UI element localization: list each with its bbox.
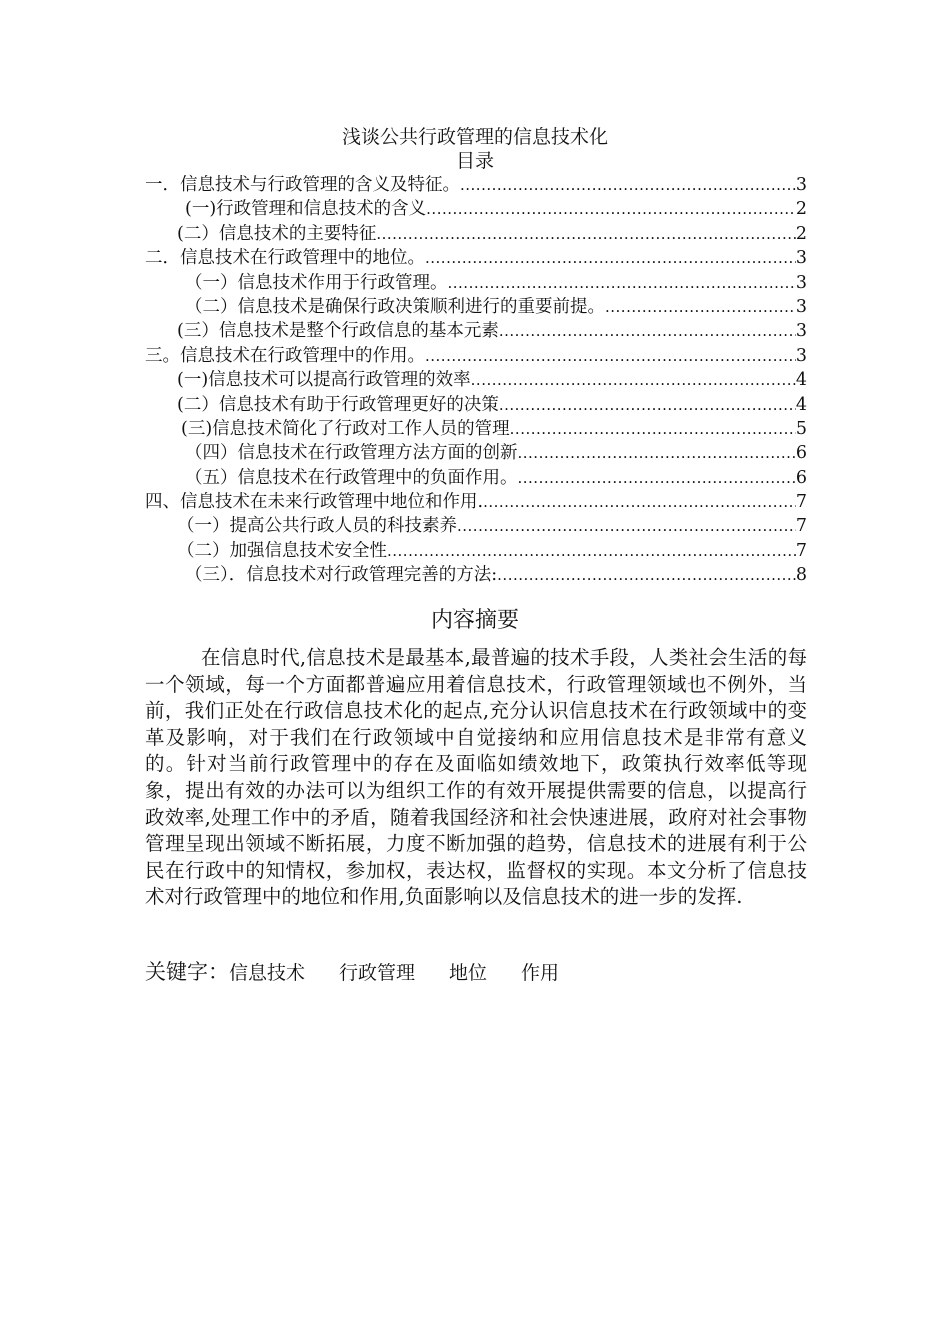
toc-entry-text: (二）信息技术有助于行政管理更好的决策 [177, 394, 499, 415]
toc-dot-leader [448, 271, 796, 295]
toc-entry-text: (一)信息技术可以提高行政管理的效率 [177, 370, 471, 391]
keywords-list [229, 962, 593, 984]
toc-page-number: 7 [795, 516, 807, 537]
abstract-paragraph: 在信息时代,信息技术是最基本,最普遍的技术手段，人类社会生活的每一个领域，每一个方面都普遍应用着信息技术，行政管理领域也不例外，当前，我们正处在行政信息技术化的起点,充分认识信息技术在行政领域中的变革及影响，对于我们在行政领域中自觉接纳和应用信息技术是非常有意义的。针对当前行政管理中的存在及面临如绩效地下，政策执行效率低等现象，提出有效的办法可以为组织工作的有效开展提供需要的信息，以提高行政效率,处理工作中的矛盾，随着我国经济和社会快速进展，政府对社会事物管理呈现出领域不断拓展，力度不断加强的趋势，信息技术的进展有利于公民在行政中的知情权，参加权，表达权，监督权的实现。本文分析了信息技术对行政管理中的地位和作用,负面影响以及信息技术的进一步的发挥. [145, 646, 807, 909]
toc-page-number: 2 [795, 199, 807, 220]
toc-page-number: 3 [795, 248, 807, 269]
toc-page-number: 2 [795, 223, 807, 244]
toc-page-number: 3 [795, 321, 807, 342]
toc-dot-leader [425, 344, 796, 368]
toc-page-number: 6 [795, 467, 807, 488]
toc-entry-text: （五）信息技术在行政管理中的负面作用。 [185, 467, 518, 488]
toc-entry [145, 490, 807, 514]
toc-dot-leader [518, 466, 796, 490]
toc-dot-leader [497, 563, 796, 587]
toc-entry-text: （四）信息技术在行政管理方法方面的创新 [185, 443, 518, 464]
toc-entry-text: （一）提高公共行政人员的科技素养 [177, 516, 457, 537]
table-of-contents [145, 173, 807, 588]
toc-heading: 目录 [455, 150, 494, 172]
keyword: 地位 [449, 962, 488, 984]
toc-entry-text: 二．信息技术在行政管理中的地位。 [145, 248, 425, 269]
toc-dot-leader [510, 417, 796, 441]
toc-page-number: 7 [795, 540, 807, 561]
toc-page-number: 6 [795, 443, 807, 464]
toc-entry [145, 344, 807, 368]
toc-dot-leader [376, 222, 796, 246]
toc-dot-leader [518, 441, 796, 465]
toc-page-number: 4 [795, 394, 807, 415]
toc-entry [145, 441, 807, 465]
toc-page-number: 3 [795, 296, 807, 317]
keyword: 信息技术 [229, 962, 306, 984]
toc-dot-leader [499, 319, 796, 343]
toc-entry [145, 368, 807, 392]
toc-entry [145, 295, 807, 319]
toc-entry [145, 246, 807, 270]
toc-page-number: 3 [795, 272, 807, 293]
toc-page-number: 7 [795, 492, 807, 513]
keyword: 作用 [521, 962, 560, 984]
toc-entry-text: （一）信息技术作用于行政管理。 [185, 272, 448, 293]
toc-dot-leader [387, 539, 796, 563]
toc-entry-text: 四、信息技术在未来行政管理中地位和作用. [145, 492, 484, 513]
keyword: 行政管理 [339, 962, 416, 984]
toc-page-number: 5 [795, 418, 807, 439]
toc-dot-leader [605, 295, 796, 319]
toc-entry [145, 417, 807, 441]
toc-page-number: 4 [795, 370, 807, 391]
toc-entry-text: （三）．信息技术对行政管理完善的方法: [185, 565, 498, 586]
toc-entry-text: (二）信息技术的主要特征 [177, 223, 377, 244]
toc-entry [145, 319, 807, 343]
toc-entry-text: （二）加强信息技术安全性 [177, 540, 387, 561]
toc-dot-leader [425, 246, 796, 270]
toc-entry-text: 三。信息技术在行政管理中的作用。 [145, 345, 425, 366]
toc-entry [145, 393, 807, 417]
toc-entry [145, 466, 807, 490]
toc-dot-leader [460, 173, 796, 197]
toc-entry [145, 563, 807, 587]
toc-page-number: 3 [795, 345, 807, 366]
document-title: 浅谈公共行政管理的信息技术化 [341, 126, 608, 148]
toc-entry [145, 271, 807, 295]
keywords-label: 关键字： [145, 960, 229, 984]
toc-page-number: 8 [795, 565, 807, 586]
toc-dot-leader [483, 490, 796, 514]
toc-dot-leader [457, 514, 796, 538]
keywords-line [145, 957, 807, 988]
toc-entry [145, 197, 807, 221]
toc-dot-leader [471, 368, 796, 392]
toc-entry-text: (一)行政管理和信息技术的含义 [185, 199, 427, 220]
toc-entry-text: （二）信息技术是确保行政决策顺利进行的重要前提。 [185, 296, 605, 317]
toc-dot-leader [426, 197, 796, 221]
toc-entry [145, 514, 807, 538]
toc-entry [145, 222, 807, 246]
abstract-heading: 内容摘要 [430, 608, 519, 633]
toc-entry-text: (三）信息技术是整个行政信息的基本元素 [177, 321, 499, 342]
toc-entry [145, 539, 807, 563]
toc-page-number: 3 [795, 175, 807, 195]
toc-entry-text: 一．信息技术与行政管理的含义及特征。 [145, 175, 460, 195]
toc-entry [145, 173, 807, 197]
toc-entry-text: (三)信息技术简化了行政对工作人员的管理 [181, 418, 510, 439]
toc-dot-leader [499, 393, 796, 417]
